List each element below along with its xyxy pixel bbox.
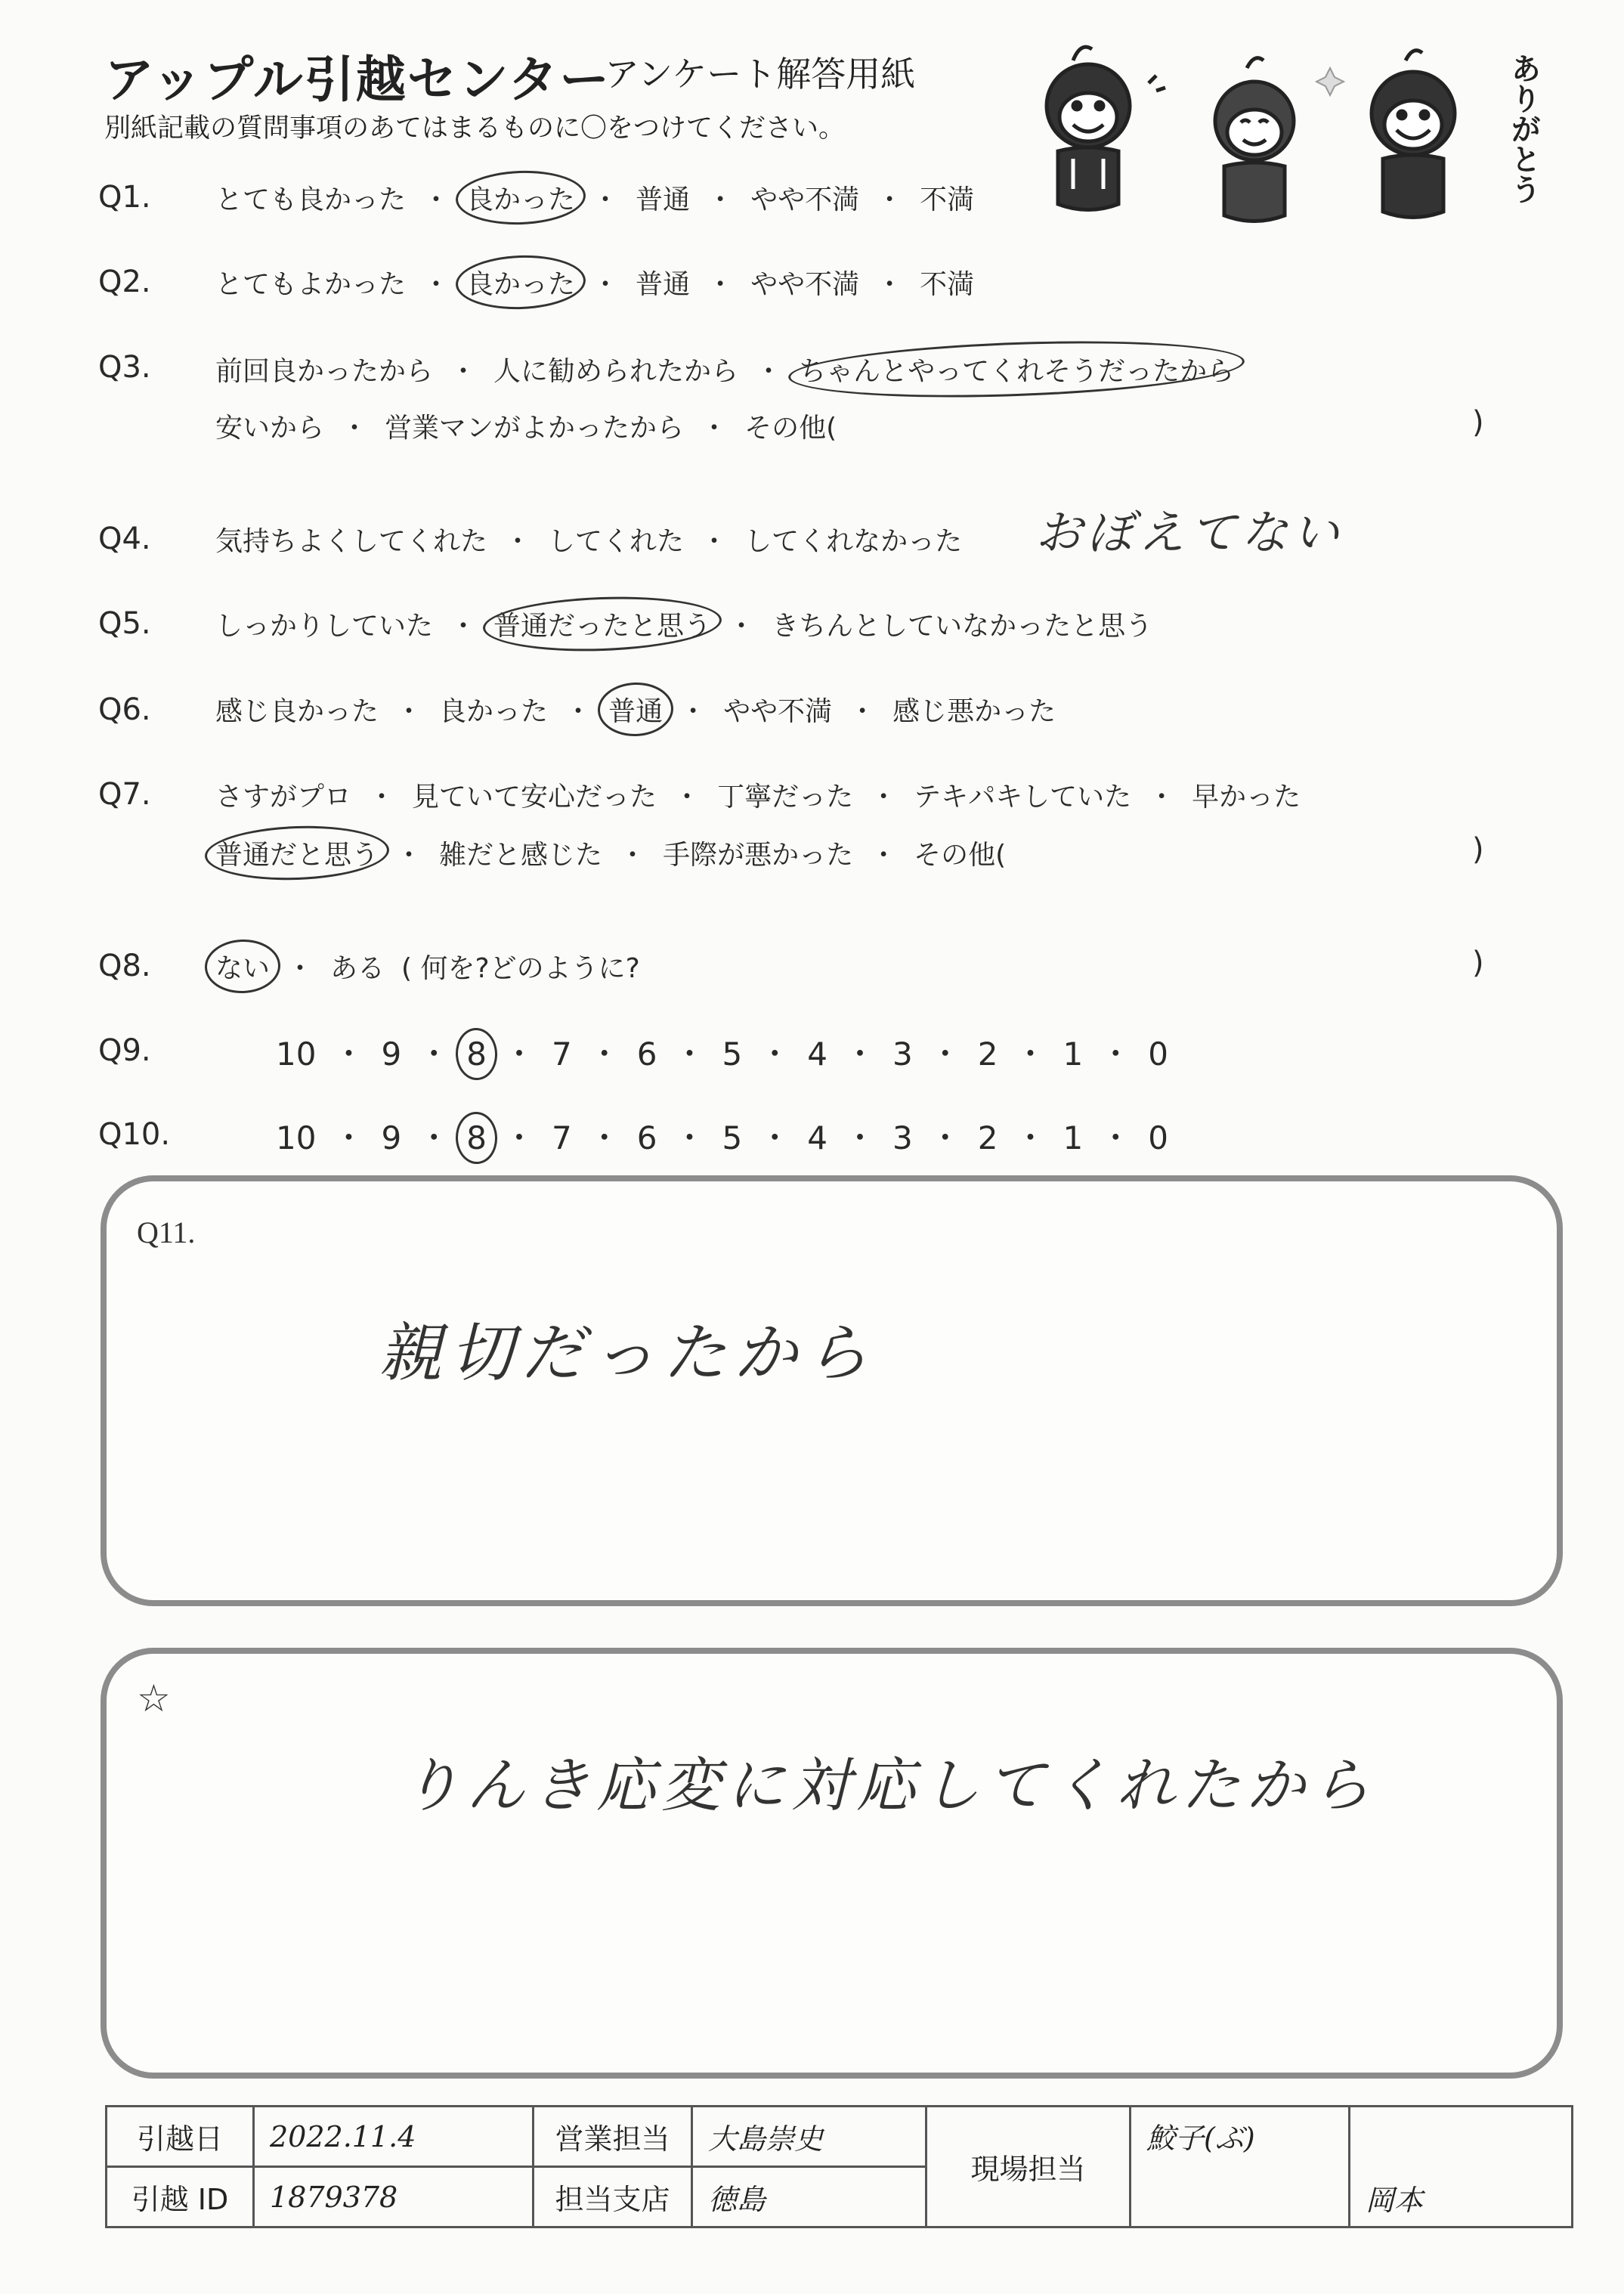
q5-option-selected[interactable]: 普通だったと思う <box>493 605 711 643</box>
q2-options: とてもよかった ・ 良かった ・ 普通 ・ やや不満 ・ 不満 <box>215 263 974 302</box>
q1-option[interactable]: やや不満 <box>750 184 860 215</box>
q1-option[interactable]: とても良かった <box>215 184 407 215</box>
monkey-mascot-icon <box>1215 58 1294 221</box>
q10-score-selected[interactable]: 8 <box>466 1119 487 1156</box>
move-date-value[interactable]: 2022.11.4 <box>254 2107 534 2167</box>
q10-score[interactable]: 4 <box>807 1119 827 1156</box>
q9-score[interactable]: 2 <box>977 1036 998 1073</box>
q9-score[interactable]: 3 <box>892 1036 913 1073</box>
q3-label: Q3. <box>98 350 151 385</box>
q3-options-line2: 安いから ・ 営業マンがよかったから ・ その他( <box>215 413 837 444</box>
q1-option-selected[interactable]: 良かった <box>466 178 575 217</box>
q3-option[interactable]: 安いから <box>215 413 325 444</box>
q3-option[interactable]: 営業マンがよかったから <box>385 413 685 444</box>
monkey-mascots-illustration <box>1013 38 1527 242</box>
q10-score[interactable]: 7 <box>551 1119 572 1156</box>
site-rep-value-1[interactable]: 鮫子(ぶ) <box>1131 2107 1350 2227</box>
monkey-mascot-icon <box>1047 47 1130 209</box>
q7-option[interactable]: 見ていて安心だった <box>412 782 657 813</box>
q3-option[interactable]: 人に勧められたから <box>493 356 739 387</box>
q10-score[interactable]: 10 <box>276 1119 317 1156</box>
q8-options: ない ・ ある ( 何を?どのように? <box>215 947 640 986</box>
monkey-mascot-icon <box>1372 51 1455 218</box>
q5-option[interactable]: きちんとしていなかったと思う <box>772 611 1153 642</box>
q9-score[interactable]: 7 <box>551 1036 572 1073</box>
q4-option[interactable]: してくれた <box>548 526 685 557</box>
q4-option[interactable]: してくれなかった <box>744 526 963 557</box>
q7-close-paren: ) <box>1472 832 1484 867</box>
q10-score[interactable]: 9 <box>381 1119 402 1156</box>
q7-options-line1: さすがプロ ・ 見ていて安心だった ・ 丁寧だった ・ テキパキしていた ・ 早かった <box>215 782 1301 813</box>
q10-score[interactable]: 2 <box>977 1119 998 1156</box>
instruction-text: 別紙記載の質問事項のあてはまるものに〇をつけてください。 <box>104 113 846 144</box>
q9-score[interactable]: 6 <box>636 1036 657 1073</box>
q9-scale: 10 ・ 9 ・ 8 ・ 7 ・ 6 ・ 5 ・ 4 ・ 3 ・ 2 ・ 1 ・ 0 <box>276 1036 1168 1073</box>
q7-options-line2: 普通だと思う ・ 雑だと感じた ・ 手際が悪かった ・ その他( <box>215 834 1006 872</box>
q4-handwritten-note: おぼえてない <box>1035 505 1344 560</box>
q2-option-selected[interactable]: 良かった <box>466 263 575 302</box>
q8-label: Q8. <box>98 949 151 983</box>
q6-options: 感じ良かった ・ 良かった ・ 普通 ・ やや不満 ・ 感じ悪かった <box>215 690 1056 729</box>
q9-score[interactable]: 9 <box>381 1036 402 1073</box>
branch-label: 担当支店 <box>534 2167 692 2227</box>
q1-options: とても良かった ・ 良かった ・ 普通 ・ やや不満 ・ 不満 <box>215 178 974 217</box>
q2-label: Q2. <box>98 265 151 299</box>
q8-option[interactable]: ある <box>330 953 385 984</box>
q5-option[interactable]: しっかりしていた <box>215 611 434 642</box>
q6-label: Q6. <box>98 692 151 727</box>
q5-label: Q5. <box>98 606 151 641</box>
q10-scale: 10 ・ 9 ・ 8 ・ 7 ・ 6 ・ 5 ・ 4 ・ 3 ・ 2 ・ 1 ・ 0 <box>276 1119 1168 1156</box>
star-handwritten-comment: りんき応変に対応してくれたから <box>401 1752 1377 1820</box>
q9-score-selected[interactable]: 8 <box>466 1036 487 1073</box>
q10-score[interactable]: 5 <box>722 1119 743 1156</box>
move-id-value[interactable]: 1879378 <box>254 2167 534 2227</box>
branch-value[interactable]: 徳島 <box>692 2167 926 2227</box>
q4-option[interactable]: 気持ちよくしてくれた <box>215 526 488 557</box>
move-id-label: 引越 ID <box>107 2167 254 2227</box>
q11-label: Q11. <box>137 1215 196 1249</box>
q4-options: 気持ちよくしてくれた ・ してくれた ・ してくれなかった <box>215 526 963 557</box>
q1-option[interactable]: 不満 <box>920 184 975 215</box>
q10-label: Q10. <box>98 1117 171 1152</box>
q9-score[interactable]: 0 <box>1148 1036 1168 1073</box>
q6-option[interactable]: やや不満 <box>723 696 833 727</box>
q9-label: Q9. <box>98 1033 151 1068</box>
star-icon: ☆ <box>137 1677 171 1720</box>
q2-option[interactable]: やや不満 <box>750 269 860 300</box>
star-comment-box[interactable] <box>101 1648 1563 2079</box>
q5-options: しっかりしていた ・ 普通だったと思う ・ きちんとしていなかったと思う <box>215 605 1152 643</box>
q7-option[interactable]: テキパキしていた <box>914 782 1132 813</box>
q2-option[interactable]: 普通 <box>636 269 691 300</box>
q1-option[interactable]: 普通 <box>636 184 691 215</box>
q10-score[interactable]: 3 <box>892 1119 913 1156</box>
q10-score[interactable]: 1 <box>1063 1119 1084 1156</box>
q7-option[interactable]: 丁寧だった <box>717 782 854 813</box>
site-rep-label: 現場担当 <box>926 2107 1131 2227</box>
q11-comment-box[interactable] <box>101 1175 1563 1606</box>
q3-option-selected[interactable]: ちゃんとやってくれそうだったから <box>799 350 1234 389</box>
form-title: アップル引越センター <box>104 51 611 109</box>
q10-score[interactable]: 6 <box>636 1119 657 1156</box>
sales-rep-value[interactable]: 大島崇史 <box>692 2107 926 2167</box>
q10-score[interactable]: 0 <box>1148 1119 1168 1156</box>
q2-option[interactable]: とてもよかった <box>215 269 407 300</box>
q4-label: Q4. <box>98 522 151 556</box>
mascot-text: ありがとう <box>1506 53 1541 204</box>
q7-option[interactable]: 手際が悪かった <box>663 840 854 871</box>
site-rep-value-2[interactable]: 岡本 <box>1350 2107 1573 2227</box>
q3-option[interactable]: 前回良かったから <box>215 356 434 387</box>
q9-score[interactable]: 10 <box>276 1036 317 1073</box>
q9-score[interactable]: 1 <box>1063 1036 1084 1073</box>
q6-option[interactable]: 良かった <box>439 696 549 727</box>
q6-option[interactable]: 感じ良かった <box>215 696 379 727</box>
form-subtitle: アンケート解答用紙 <box>605 54 916 94</box>
q7-option-other[interactable]: その他( <box>914 840 1007 871</box>
q11-handwritten-comment: 親切だったから <box>379 1316 877 1390</box>
q6-option-selected[interactable]: 普通 <box>608 690 663 729</box>
q1-label: Q1. <box>98 180 151 215</box>
q3-option-other[interactable]: その他( <box>744 413 837 444</box>
sales-rep-label: 営業担当 <box>534 2107 692 2167</box>
move-date-label: 引越日 <box>107 2107 254 2167</box>
footer-info-table <box>105 2105 1573 2228</box>
q7-option[interactable]: 雑だと感じた <box>439 840 603 871</box>
q7-option-selected[interactable]: 普通だと思う <box>215 834 379 872</box>
q9-score[interactable]: 4 <box>807 1036 827 1073</box>
q2-option[interactable]: 不満 <box>920 269 975 300</box>
q3-close-paren: ) <box>1472 405 1484 440</box>
q6-option[interactable]: 感じ悪かった <box>892 696 1056 727</box>
q7-label: Q7. <box>98 777 151 812</box>
q3-options-line1: 前回良かったから ・ 人に勧められたから ・ ちゃんとやってくれそうだったから <box>215 350 1234 389</box>
q8-detail-prompt: ( 何を?どのように? <box>401 953 640 984</box>
q8-option-selected[interactable]: ない <box>215 947 270 986</box>
q7-option[interactable]: さすがプロ <box>215 782 352 813</box>
q8-close-paren: ) <box>1472 946 1484 980</box>
q9-score[interactable]: 5 <box>722 1036 743 1073</box>
q7-option[interactable]: 早かった <box>1192 782 1301 813</box>
